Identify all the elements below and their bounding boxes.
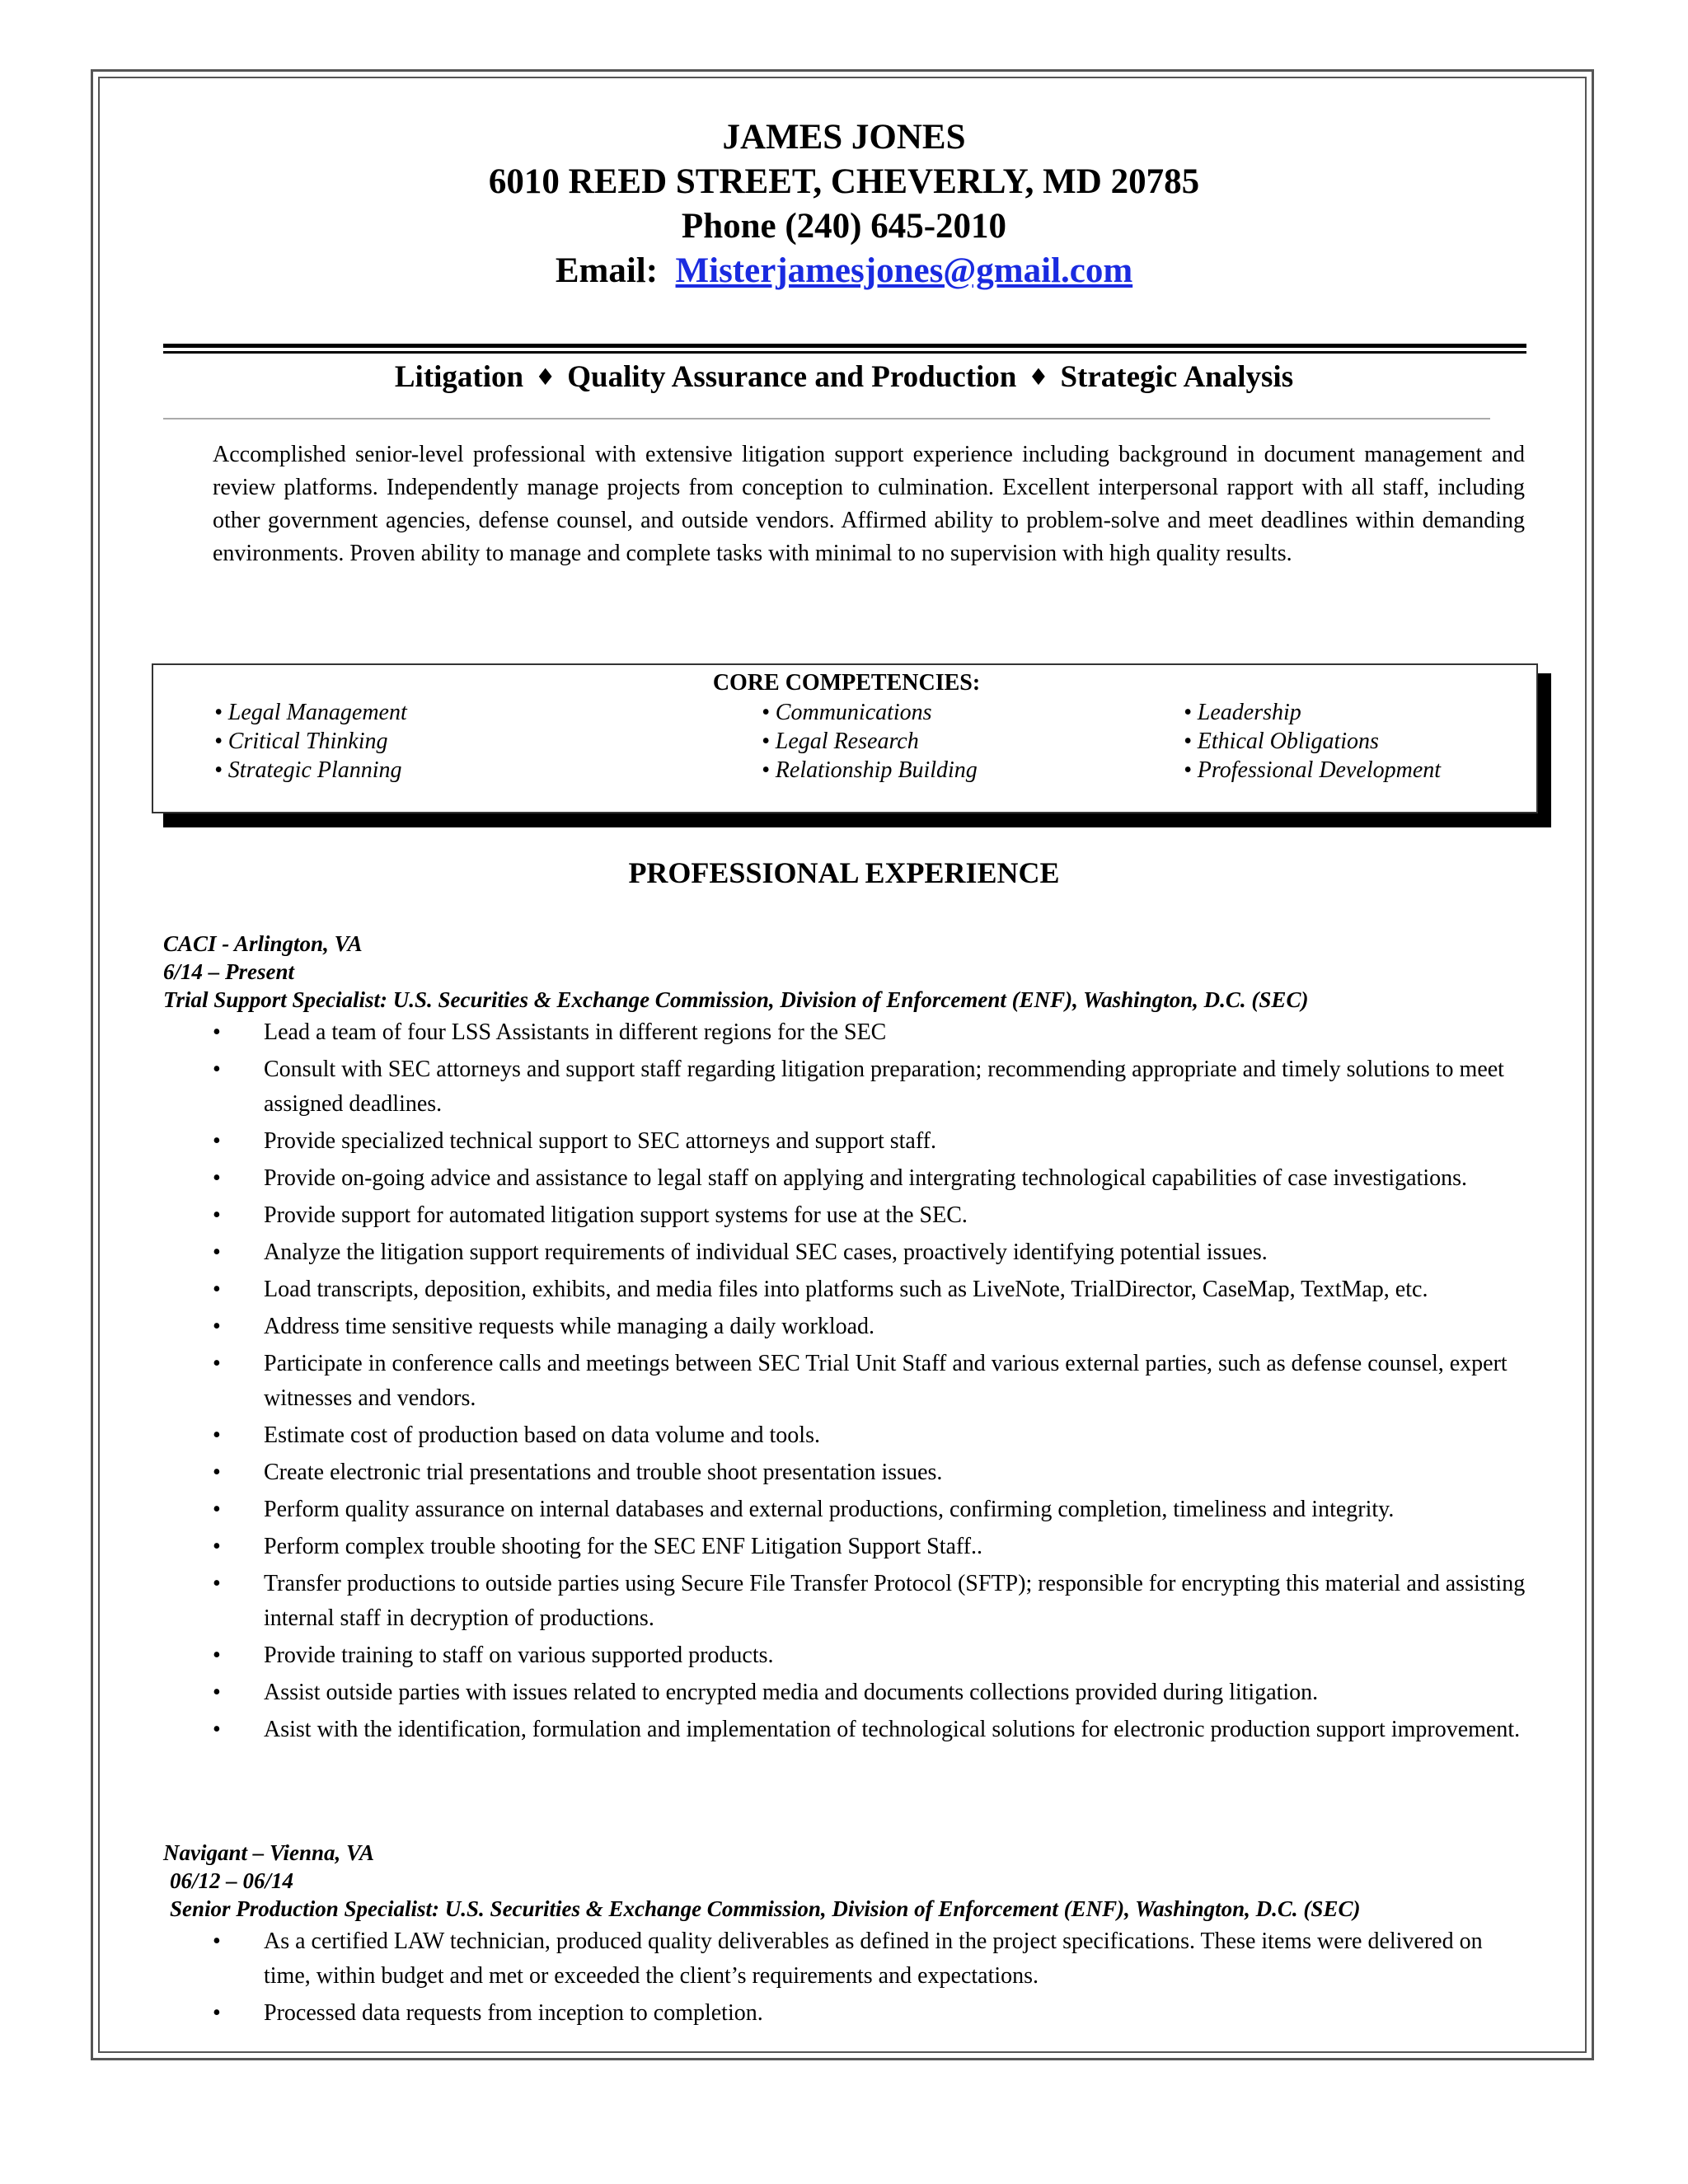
list-item <box>213 1161 1531 1196</box>
competencies-box-shadow-bottom <box>163 813 1551 827</box>
list-item <box>213 1567 1531 1636</box>
bullet-icon: • <box>213 1165 221 1191</box>
header-divider-thin <box>163 351 1526 354</box>
bullet-text: Transfer productions to outside parties using Secure File Transfer Protocol (SFTP); responsible for encrypting this material and assisting internal staff in decryption of productions. <box>264 1571 1526 1631</box>
email-link[interactable]: Misterjamesjones@gmail.com <box>675 251 1133 290</box>
experience-heading: PROFESSIONAL EXPERIENCE <box>628 856 1060 889</box>
bullet-text: Lead a team of four LSS Assistants in different regions for the SEC <box>264 1019 887 1045</box>
job-2-bullet-list <box>213 1924 1531 2033</box>
summary-paragraph: Accomplished senior-level professional with extensive litigation support experience including background in document management and review platforms. Independently manage projects from conception to culmination. Excellent interpersonal rapport with all staff, including other government agencies, defense counsel, and outside vendors. Affirmed ability to problem-solve and meet deadlines within demanding environments. Proven ability to manage and complete tasks with minimal to no supervision with high quality results. <box>213 442 1525 566</box>
bullet-text: Provide support for automated litigation support systems for use at the SEC. <box>264 1202 968 1228</box>
tagline-item-litigation: Litigation <box>394 360 524 394</box>
competency-item: • Relationship Building <box>762 757 978 783</box>
list-item <box>213 1675 1531 1710</box>
tagline-item-quality: Quality Assurance and Production <box>567 360 1017 394</box>
bullet-icon: • <box>213 1929 221 1954</box>
list-item <box>213 1015 1531 1050</box>
list-item <box>213 1198 1531 1233</box>
core-competencies-box <box>152 663 1538 813</box>
bullet-text: Analyze the litigation support requirements of individual SEC cases, proactively identifying potential issues. <box>264 1240 1268 1265</box>
bullet-text: As a certified LAW technician, produced quality deliverables as defined in the project specifications. These items were delivered on time, within budget and met or exceeded the client’s requirements and expectations. <box>264 1929 1483 1989</box>
bullet-text: Perform quality assurance on internal databases and external productions, confirming completion, timeliness and integrity. <box>264 1497 1395 1522</box>
bullet-text: Processed data requests from inception to completion. <box>264 2000 763 2026</box>
job-company: CACI - Arlington, VA <box>163 931 363 956</box>
diamond-icon: ♦ <box>535 363 556 391</box>
bullet-icon: • <box>213 1422 221 1448</box>
list-item <box>213 1310 1531 1344</box>
bullet-text: Assist outside parties with issues related to encrypted media and documents collections provided during litigation. <box>264 1680 1319 1705</box>
bullet-text: Consult with SEC attorneys and support staff regarding litigation preparation; recommending appropriate and timely solutions to meet assigned deadlines. <box>264 1057 1504 1117</box>
list-item <box>213 1493 1531 1527</box>
competency-item: • Ethical Obligations <box>1184 729 1379 754</box>
competencies-column-1 <box>214 698 407 785</box>
phone: Phone (240) 645-2010 <box>681 207 1007 246</box>
bullet-icon: • <box>213 1240 221 1265</box>
contact-header <box>0 115 1688 293</box>
job-1-bullet-list <box>213 1015 1531 1750</box>
bullet-icon: • <box>213 1128 221 1154</box>
bullet-text: Provide specialized technical support to SEC attorneys and support staff. <box>264 1128 936 1154</box>
header-divider-thick <box>163 344 1526 348</box>
bullet-icon: • <box>213 1534 221 1559</box>
tagline-item-strategic: Strategic Analysis <box>1060 360 1294 394</box>
bullet-text: Asist with the identification, formulation and implementation of technological solutions for electronic production support improvement. <box>264 1717 1521 1742</box>
job-dates: 06/12 – 06/14 <box>170 1868 294 1893</box>
list-item <box>213 1347 1531 1416</box>
list-item <box>213 1272 1531 1307</box>
bullet-text: Perform complex trouble shooting for the SEC ENF Litigation Support Staff.. <box>264 1534 983 1559</box>
list-item <box>213 1638 1531 1673</box>
bullet-icon: • <box>213 1717 221 1742</box>
competency-item: • Strategic Planning <box>214 757 402 783</box>
list-item <box>213 1996 1531 2031</box>
bullet-text: Address time sensitive requests while managing a daily workload. <box>264 1314 875 1339</box>
list-item <box>213 1455 1531 1490</box>
tagline-divider <box>163 418 1490 419</box>
competency-item: • Professional Development <box>1184 757 1442 783</box>
bullet-icon: • <box>213 1202 221 1228</box>
list-item <box>213 1235 1531 1270</box>
bullet-text: Estimate cost of production based on data volume and tools. <box>264 1422 820 1448</box>
competency-item: • Leadership <box>1184 700 1301 725</box>
bullet-text: Create electronic trial presentations and trouble shoot presentation issues. <box>264 1460 943 1485</box>
diamond-icon: ♦ <box>1028 363 1049 391</box>
bullet-icon: • <box>213 1019 221 1045</box>
bullet-icon: • <box>213 1057 221 1082</box>
list-item <box>213 1052 1531 1122</box>
competencies-column-3 <box>1184 698 1441 785</box>
bullet-icon: • <box>213 1277 221 1302</box>
competencies-box-shadow-right <box>1538 673 1551 827</box>
bullet-icon: • <box>213 1460 221 1485</box>
candidate-name: JAMES JONES <box>722 118 966 157</box>
address: 6010 REED STREET, CHEVERLY, MD 20785 <box>488 162 1200 201</box>
list-item <box>213 1418 1531 1453</box>
job-title: Senior Production Specialist: U.S. Securities & Exchange Commission, Division of Enforcement (ENF), Washington, D.C. (SEC) <box>170 1896 1361 1921</box>
competency-item: • Communications <box>762 700 932 725</box>
bullet-text: Participate in conference calls and meetings between SEC Trial Unit Staff and various external parties, such as defense counsel, expert witnesses and vendors. <box>264 1351 1507 1411</box>
bullet-icon: • <box>213 1680 221 1705</box>
bullet-icon: • <box>213 1351 221 1376</box>
bullet-icon: • <box>213 1571 221 1596</box>
competencies-column-2 <box>762 698 978 785</box>
competency-item: • Critical Thinking <box>214 729 388 754</box>
bullet-text: Provide training to staff on various supported products. <box>264 1643 774 1668</box>
competencies-title: CORE COMPETENCIES: <box>712 670 981 696</box>
tagline <box>0 357 1688 400</box>
bullet-text: Load transcripts, deposition, exhibits, and media files into platforms such as LiveNote, TrialDirector, CaseMap, TextMap, etc. <box>264 1277 1428 1302</box>
list-item <box>213 1124 1531 1159</box>
bullet-text: Provide on-going advice and assistance to legal staff on applying and intergrating technological capabilities of case investigations. <box>264 1165 1468 1191</box>
email-line <box>0 249 1688 293</box>
competency-item: • Legal Research <box>762 729 919 754</box>
job-dates: 6/14 – Present <box>163 959 294 984</box>
bullet-icon: • <box>213 2000 221 2026</box>
email-label: Email: <box>555 251 659 290</box>
competency-item: • Legal Management <box>214 700 407 725</box>
bullet-icon: • <box>213 1643 221 1668</box>
list-item <box>213 1530 1531 1564</box>
bullet-icon: • <box>213 1314 221 1339</box>
bullet-icon: • <box>213 1497 221 1522</box>
job-title: Trial Support Specialist: U.S. Securities & Exchange Commission, Division of Enforcement (ENF), Washington, D.C. (SEC) <box>163 987 1309 1012</box>
list-item <box>213 1713 1531 1747</box>
job-company: Navigant – Vienna, VA <box>163 1840 375 1865</box>
list-item <box>213 1924 1531 1994</box>
